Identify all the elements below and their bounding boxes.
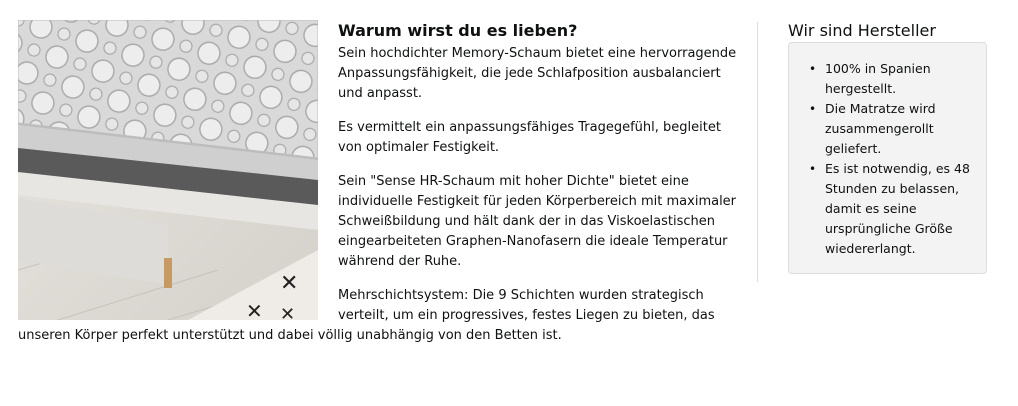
description-paragraph-3: Sein "Sense HR-Schaum mit hoher Dichte" bietet eine individuelle Festigkeit für jeden Körperbereich mit maximaler Schweißbildung und hält dank der in das Viskoelastischen eingearbeiteten Graphen-Nanofasern die ideale Temperatur während der Ruhe. <box>338 174 737 269</box>
bullet-icon: • <box>809 62 817 76</box>
manufacturer-heading: Wir sind Hersteller <box>788 21 936 40</box>
manufacturer-list <box>809 59 972 259</box>
list-item <box>809 59 972 99</box>
manufacturer-info-box <box>788 42 987 274</box>
list-item-text: 100% in Spanien hergestellt. <box>825 61 931 96</box>
description-paragraph-2: Es vermittelt ein anpassungsfähiges Tragegefühl, begleitet von optimaler Festigkeit. <box>338 120 721 155</box>
list-item-text: Die Matratze wird zusammengerollt geliefert. <box>825 101 936 156</box>
bullet-icon: • <box>809 162 817 176</box>
bullet-icon: • <box>809 102 817 116</box>
column-divider <box>757 22 758 282</box>
list-item-text: Es ist notwendig, es 48 Stunden zu belassen, damit es seine ursprüngliche Größe wiedererlangt. <box>825 161 970 256</box>
list-item <box>809 159 972 259</box>
description-heading: Warum wirst du es lieben? <box>338 21 578 40</box>
svg-text:✕: ✕ <box>280 304 296 320</box>
mattress-image <box>18 20 318 320</box>
description-main <box>18 20 738 360</box>
svg-text:✕: ✕ <box>280 271 299 296</box>
description-paragraph-4: Mehrschichtsystem: Die 9 Schichten wurden strategisch verteilt, um ein progressives, festes Liegen zu bieten, das unseren Körper perfekt unterstützt und dabei völlig unabhängig von den Betten ist. <box>18 288 715 343</box>
svg-text:✕: ✕ <box>246 299 263 320</box>
description-paragraph-1: Sein hochdichter Memory-Schaum bietet eine hervorragende Anpassungsfähigkeit, die jede Schlafposition ausbalanciert und anpasst. <box>338 46 737 101</box>
list-item <box>809 99 972 159</box>
manufacturer-panel <box>788 20 987 274</box>
